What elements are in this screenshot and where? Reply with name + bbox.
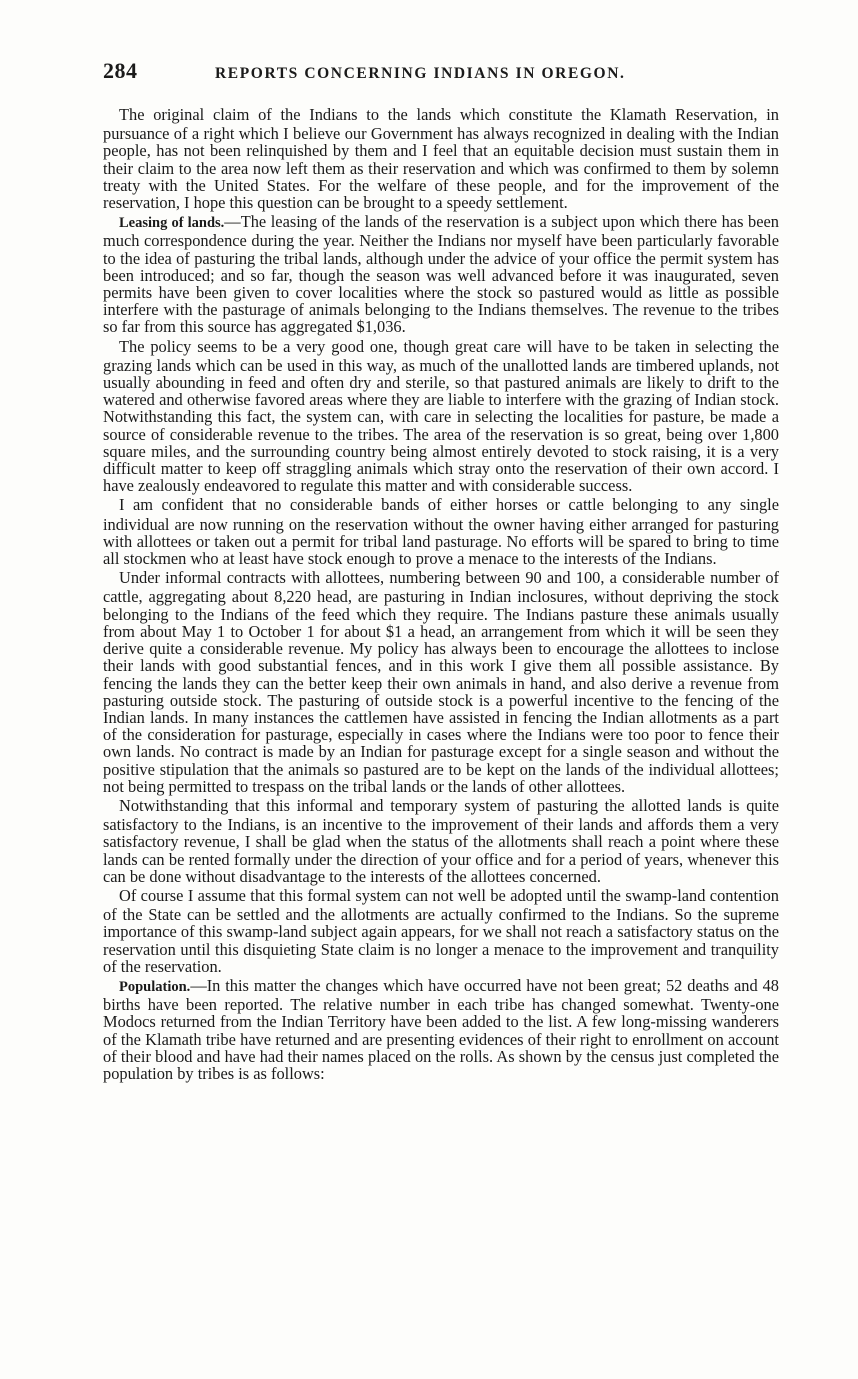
paragraph-text: Notwithstanding that this informal and temporary system of pasturing the allotted lands is quite satisfactory to the Indians, is an incentive to the improvement of their lands and affords them a very satisfactory revenue, I shall be glad when the status of the allotments shall reach a point where these lands can be rented formally under the direction of your office and for a period of years, whenever this can be done without disadvantage to the interests of the allottees concerned. xyxy=(103,795,779,886)
paragraph-swamp-land xyxy=(103,887,779,975)
paragraph-leasing-of-lands xyxy=(103,213,779,335)
paragraph-text: Of course I assume that this formal system can not well be adopted until the swamp-land contention of the State can be settled and the allotments are actually confirmed to the Indians. So the supreme importance of this swamp-land subject again appears, for we shall not reach a satisfactory status on the reservation until this disquieting State claim is no longer a menace to the improvement and tranquility of the reservation. xyxy=(103,885,779,976)
paragraph-text: I am confident that no considerable bands of either horses or cattle belonging to any single individual are now running on the reservation without the owner having either arranged for pasturing with allottees or taken out a permit for tribal land pasturage. No efforts will be spared to bring to time all stockmen who at least have stock enough to prove a menace to the interests of the Indians. xyxy=(103,495,779,569)
paragraph-text: The policy seems to be a very good one, though great care will have to be taken in selecting the grazing lands which can be used in this way, as much of the unallotted lands are timbered uplands, not usually abounding in feed and often dry and sterile, so that pastured animals are likely to drift to the watered and otherwise favored areas where they are liable to interfere with the grazing of Indian stock. Notwithstanding this fact, the system can, with care in selecting the localities for pasture, be made a source of considerable revenue to the tribes. The area of the reservation is so great, being over 1,800 square miles, and the surrounding country being almost entirely devoted to stock raising, it is a very difficult matter to keep off straggling animals which stray onto the reservation of their own accord. I have zealously endeavored to regulate this matter and with considerable success. xyxy=(103,336,779,496)
paragraph-informal-contracts xyxy=(103,569,779,795)
section-heading-population: Population. xyxy=(119,978,191,995)
section-heading-leasing: Leasing of lands. xyxy=(119,215,225,232)
paragraph-text: Under informal contracts with allottees, numbering between 90 and 100, a considerable number of cattle, aggregating about 8,220 head, are pasturing in Indian inclosures, without depriving the stock belonging to the Indians of the feed which they require. The Indians pasture these animals usually from about May 1 to October 1 for about $1 a head, an arrangement from which it will be seen they derive quite a considerable revenue. My policy has always been to encourage the allottees to inclose their lands with good substantial fences, and in this work I give them all possible assistance. By fencing the lands they can the better keep their own animals in hand, and also derive a revenue from pasturing outside stock. The pasturing of outside stock is a powerful incentive to the fencing of the Indian lands. In many instances the cattlemen have assisted in fencing the Indian allotments as a part of the consideration for pasturage, especially in cases where the Indians were too poor to fence their own lands. No contract is made by an Indian for pasturage except for a single season and without the positive stipulation that the animals so pastured are to be kept on the lands of the individual allottees; not being permitted to trespass on the tribal lands or the lands of other allottees. xyxy=(103,568,779,796)
running-title: REPORTS CONCERNING INDIANS IN OREGON. xyxy=(215,65,626,82)
paragraph-population xyxy=(103,977,779,1082)
paragraph-stock-bands xyxy=(103,496,779,567)
paragraph-temporary-system xyxy=(103,797,779,885)
paragraph-klamath-claim xyxy=(103,106,779,211)
paragraph-text: —In this matter the changes which have occurred have not been great; 52 deaths and 48 births have been reported. The relative number in each tribe has changed somewhat. Twenty-one Modocs returned from the Indian Territory have been added to the list. A few long-missing wanderers of the Klamath tribe have returned and are presenting evidences of their right to enrollment on account of their blood and have had their names placed on the rolls. As shown by the census just completed the population by tribes is as follows: xyxy=(103,975,779,1083)
body-text xyxy=(103,106,779,1082)
paragraph-text: The original claim of the Indians to the lands which constitute the Klamath Reservation, in pursuance of a right which I believe our Government has always recognized in dealing with the Indian people, has not been relinquished by them and I feel that an equitable decision must sustain them in their claim to the area now left them as their reservation and which was confirmed to them by solemn treaty with the United States. For the welfare of these people, and for the improvement of the reservation, I hope this question can be brought to a speedy settlement. xyxy=(103,105,779,213)
paragraph-text: —The leasing of the lands of the reservation is a subject upon which there has been much correspondence during the year. Neither the Indians nor myself have been particularly favorable to the idea of pasturing the tribal lands, although under the advice of your office the permit system has been introduced; and so far, though the season was well advanced before it was inaugurated, seven permits have been given to cover localities where the stock so pastured would as little as possible interfere with the pasturage of animals belonging to the Indians themselves. The revenue to the tribes so far from this source has aggregated $1,036. xyxy=(103,212,779,337)
page-number: 284 xyxy=(103,58,138,83)
paragraph-grazing-policy xyxy=(103,338,779,495)
running-head xyxy=(103,58,783,88)
